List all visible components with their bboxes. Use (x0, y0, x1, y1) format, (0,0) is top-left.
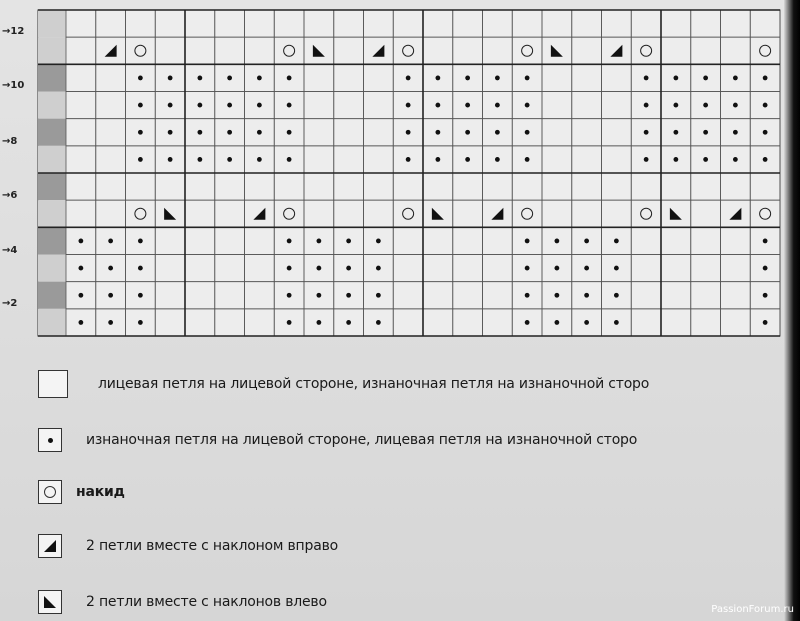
edge-cell (38, 10, 66, 37)
legend-item-knit (38, 370, 649, 398)
purl-dot (227, 130, 232, 135)
purl-dot (108, 266, 113, 271)
purl-dot (733, 157, 738, 162)
purl-dot (703, 157, 708, 162)
purl-dot (287, 293, 292, 298)
purl-dot (227, 76, 232, 81)
purl-dot (763, 103, 768, 108)
purl-dot (614, 266, 619, 271)
row-label-10: →10 (2, 80, 25, 91)
purl-dot (346, 239, 351, 244)
purl-dot (465, 103, 470, 108)
purl-dot (376, 239, 381, 244)
purl-dot (78, 320, 83, 325)
purl-dot (316, 239, 321, 244)
purl-dot (525, 293, 530, 298)
legend-item-right-decrease (38, 534, 338, 558)
purl-dot (495, 76, 500, 81)
legend-text-left-decrease: 2 петли вместе с наклонов влево (86, 594, 327, 610)
purl-dot (78, 266, 83, 271)
purl-dot (257, 130, 262, 135)
purl-dot (584, 320, 589, 325)
legend-item-left-decrease (38, 590, 327, 614)
purl-dot (554, 266, 559, 271)
purl-dot (138, 239, 143, 244)
purl-dot (168, 130, 173, 135)
purl-dot (406, 130, 411, 135)
row-label-4: →4 (2, 245, 18, 256)
purl-dot (525, 76, 530, 81)
purl-dot (673, 76, 678, 81)
purl-dot (287, 266, 292, 271)
purl-dot (435, 76, 440, 81)
purl-dot (495, 130, 500, 135)
purl-dot (257, 157, 262, 162)
legend-item-purl (38, 428, 637, 452)
purl-dot (733, 103, 738, 108)
purl-dot (316, 266, 321, 271)
purl-dot (584, 293, 589, 298)
purl-dot (525, 320, 530, 325)
purl-dot (554, 320, 559, 325)
purl-dot (138, 266, 143, 271)
purl-dot (673, 130, 678, 135)
purl-dot (644, 157, 649, 162)
purl-dot (376, 293, 381, 298)
purl-dot (763, 293, 768, 298)
purl-dot (376, 266, 381, 271)
purl-dot (554, 239, 559, 244)
legend-text-yarn-over: накид (76, 484, 125, 500)
purl-dot (197, 157, 202, 162)
purl-dot (703, 130, 708, 135)
purl-dot (138, 103, 143, 108)
purl-dot (406, 157, 411, 162)
purl-dot (346, 266, 351, 271)
purl-dot (138, 76, 143, 81)
purl-dot (257, 103, 262, 108)
purl-dot (525, 266, 530, 271)
purl-dot (138, 293, 143, 298)
purl-dot (584, 239, 589, 244)
purl-dot (287, 103, 292, 108)
legend-text-right-decrease: 2 петли вместе с наклоном вправо (86, 538, 338, 554)
purl-dot (495, 103, 500, 108)
purl-dot (525, 130, 530, 135)
edge-cell (38, 309, 66, 336)
purl-dot (346, 320, 351, 325)
purl-dot (763, 266, 768, 271)
edge-cell (38, 92, 66, 119)
purl-dot (346, 293, 351, 298)
purl-dot (763, 130, 768, 135)
purl-dot (673, 157, 678, 162)
edge-cell (38, 64, 66, 91)
purl-dot (376, 320, 381, 325)
purl-dot (168, 157, 173, 162)
purl-dot (733, 130, 738, 135)
purl-dot (644, 130, 649, 135)
purl-dot (287, 320, 292, 325)
blank-square-icon (38, 370, 68, 398)
purl-dot (78, 293, 83, 298)
left-decrease-icon (38, 590, 62, 614)
purl-dot (287, 130, 292, 135)
purl-dot (108, 320, 113, 325)
purl-dot (554, 293, 559, 298)
purl-dot (197, 103, 202, 108)
purl-dot (614, 239, 619, 244)
edge-cell (38, 119, 66, 146)
watermark: PassionForum.ru (711, 604, 794, 615)
legend-text-knit: лицевая петля на лицевой стороне, изнаночная петля на изнаночной сторо (98, 376, 650, 392)
row-label-2: →2 (2, 298, 18, 309)
purl-dot (525, 103, 530, 108)
purl-dot (197, 76, 202, 81)
purl-dot (287, 76, 292, 81)
purl-dot (465, 157, 470, 162)
purl-dot (435, 103, 440, 108)
purl-dot (138, 320, 143, 325)
purl-dot (763, 320, 768, 325)
dot-icon (38, 428, 62, 452)
purl-dot (138, 157, 143, 162)
purl-dot (763, 239, 768, 244)
yarn-over-icon (38, 480, 62, 504)
edge-cell (38, 255, 66, 282)
purl-dot (287, 157, 292, 162)
purl-dot (108, 239, 113, 244)
purl-dot (584, 266, 589, 271)
purl-dot (138, 130, 143, 135)
legend-item-yarn-over (38, 480, 125, 504)
purl-dot (168, 76, 173, 81)
edge-cell (38, 146, 66, 173)
purl-dot (644, 76, 649, 81)
purl-dot (435, 157, 440, 162)
purl-dot (316, 320, 321, 325)
legend-text-purl: изнаночная петля на лицевой стороне, лицевая петля на изнаночной сторо (86, 432, 638, 448)
row-label-6: →6 (2, 190, 18, 201)
purl-dot (763, 157, 768, 162)
purl-dot (733, 76, 738, 81)
edge-cell (38, 173, 66, 200)
row-label-8: →8 (2, 136, 18, 147)
purl-dot (168, 103, 173, 108)
purl-dot (435, 130, 440, 135)
purl-dot (227, 157, 232, 162)
purl-dot (525, 239, 530, 244)
purl-dot (78, 239, 83, 244)
purl-dot (614, 320, 619, 325)
purl-dot (673, 103, 678, 108)
purl-dot (287, 239, 292, 244)
purl-dot (465, 130, 470, 135)
purl-dot (108, 293, 113, 298)
page-edge (784, 0, 800, 621)
purl-dot (406, 76, 411, 81)
edge-cell (38, 227, 66, 254)
purl-dot (406, 103, 411, 108)
purl-dot (227, 103, 232, 108)
purl-dot (316, 293, 321, 298)
purl-dot (703, 103, 708, 108)
purl-dot (465, 76, 470, 81)
right-decrease-icon (38, 534, 62, 558)
edge-cell (38, 282, 66, 309)
purl-dot (495, 157, 500, 162)
purl-dot (763, 76, 768, 81)
purl-dot (614, 293, 619, 298)
edge-cell (38, 37, 66, 64)
edge-cell (38, 200, 66, 227)
purl-dot (703, 76, 708, 81)
purl-dot (257, 76, 262, 81)
purl-dot (644, 103, 649, 108)
purl-dot (525, 157, 530, 162)
purl-dot (197, 130, 202, 135)
row-label-12: →12 (2, 26, 25, 37)
